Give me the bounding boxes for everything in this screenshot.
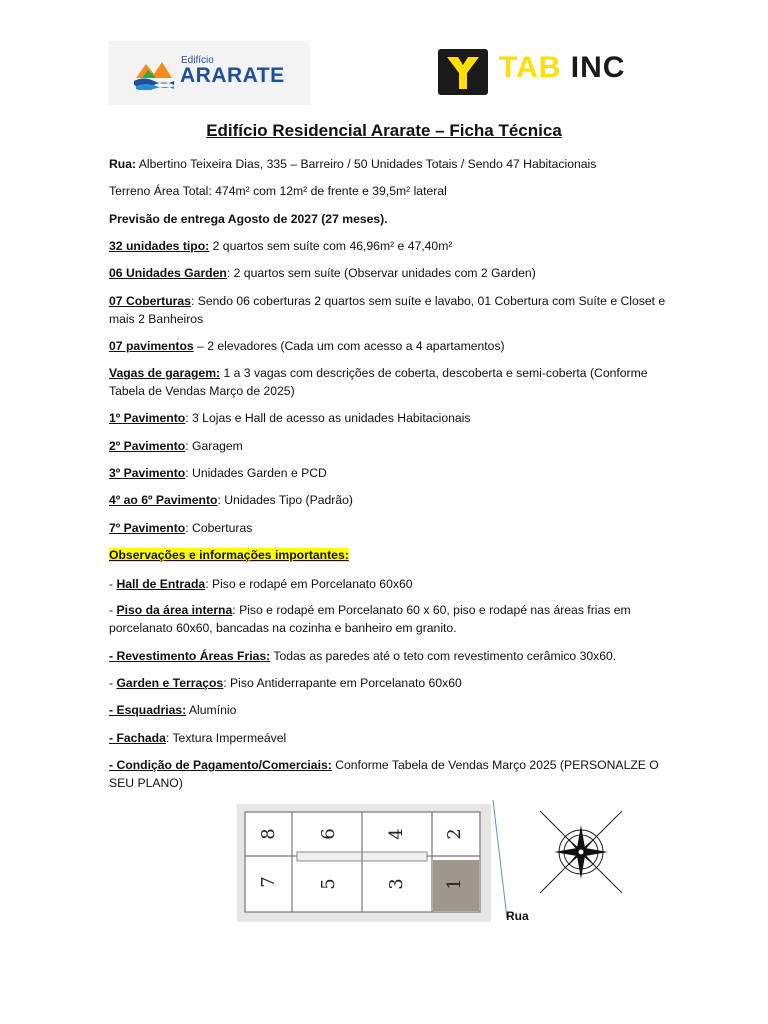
info-line-floor-2: [109, 437, 669, 455]
info-line-penthouses: [109, 292, 669, 328]
line-text: – 2 elevadores (Cada um com acesso a 4 apartamentos): [193, 339, 505, 353]
line-text: : Unidades Garden e PCD: [185, 466, 327, 480]
line-text: 2 quartos sem suíte com 46,96m² e 47,40m²: [209, 239, 453, 253]
line-text: : Textura Impermeável: [165, 731, 287, 745]
ararate-logo: [109, 41, 310, 105]
info-line-street: [109, 155, 669, 173]
info-line-floor-7: [109, 519, 669, 537]
street-line: [490, 800, 512, 920]
line-label: Vagas de garagem:: [109, 366, 221, 380]
line-label: - Condição de Pagamento/Comerciais:: [109, 758, 332, 772]
line-label: - Esquadrias:: [109, 703, 187, 717]
line-text: Alumínio: [186, 703, 237, 717]
document-title: Edifício Residencial Ararate – Ficha Técnica: [206, 121, 562, 140]
info-line-land-area: [109, 182, 669, 200]
logo-subtitle: Edifício: [181, 55, 214, 66]
building-landscape-icon: [134, 56, 174, 90]
line-label: 1º Pavimento: [109, 411, 186, 425]
info-line-floor-1: [109, 409, 669, 427]
line-label: Piso da área interna: [116, 603, 233, 617]
info-line-garden-terraces: - Garden e Terraços: Piso Antiderrapante em Porcelanato 60x60: [109, 676, 462, 690]
line-label: Hall de Entrada: [116, 577, 206, 591]
line-text: Previsão de entrega Agosto de 2027 (27 meses).: [109, 212, 388, 226]
info-line-parking: [109, 364, 669, 400]
logo-brand: TAB: [499, 51, 562, 84]
unit-2-label: 2: [444, 828, 465, 840]
line-label: 06 Unidades Garden: [109, 266, 227, 280]
line-text: : 3 Lojas e Hall de acesso as unidades Habitacionais: [185, 411, 471, 425]
line-label: 2º Pavimento: [109, 439, 186, 453]
line-text: Terreno Área Total: 474m² com 12m² de frente e 39,5m² lateral: [109, 184, 447, 198]
compass-rose-icon: [532, 803, 630, 901]
info-line-payment: [109, 756, 669, 792]
info-line-type-units: [109, 237, 669, 255]
info-line-wet-areas: [109, 647, 669, 665]
floor-plan: [237, 804, 491, 922]
line-text: : Piso e rodapé em Porcelanato 60x60: [205, 577, 413, 591]
line-label: Observações e informações importantes:: [109, 548, 349, 562]
line-text: : Sendo 06 coberturas 2 quartos sem suíte e lavabo, 01 Cobertura com Suíte e Closet e mais 2 Banheiros: [109, 294, 666, 326]
line-label: 32 unidades tipo:: [109, 239, 210, 253]
line-label: 07 pavimentos: [109, 339, 194, 353]
info-line-delivery: [109, 210, 669, 228]
line-label: - Revestimento Áreas Frias:: [109, 649, 271, 663]
info-line-floor-4-6: [109, 491, 669, 509]
info-line-garden-units: [109, 264, 669, 282]
line-label: - Fachada: [109, 731, 166, 745]
street-label: Rua: [506, 909, 529, 923]
line-label: 3º Pavimento: [109, 466, 186, 480]
unit-1-label: 1: [444, 878, 465, 890]
line-text: : Piso Antiderrapante em Porcelanato 60x60: [223, 676, 462, 690]
unit-5-label: 5: [318, 878, 339, 890]
unit-4-label: 4: [386, 828, 407, 840]
line-label: Rua:: [109, 157, 137, 171]
line-text: : Piso e rodapé em Porcelanato 60 x 60, piso e rodapé nas áreas frias em porcelanato 60x60, bancadas na cozinha e banheiro em granito.: [109, 603, 631, 635]
line-label: 4º ao 6º Pavimento: [109, 493, 218, 507]
info-line-hall: - Hall de Entrada: Piso e rodapé em Porcelanato 60x60: [109, 577, 413, 591]
info-line-facade: [109, 729, 669, 747]
line-text: Albertino Teixeira Dias, 335 – Barreiro / 50 Unidades Totais / Sendo 47 Habitacionais: [136, 157, 597, 171]
tabinc-logo: [438, 49, 626, 98]
observations-heading: [109, 546, 669, 564]
line-label: 07 Coberturas: [109, 294, 191, 308]
line-text: : Garagem: [185, 439, 243, 453]
info-line-floors: [109, 337, 669, 355]
line-text: Todas as paredes até o teto com revestimento cerâmico 30x60.: [270, 649, 617, 663]
info-line-floor-3: [109, 464, 669, 482]
line-label: Garden e Terraços: [116, 676, 224, 690]
line-text: : Unidades Tipo (Padrão): [217, 493, 353, 507]
unit-8-label: 8: [258, 828, 279, 840]
line-text: Conforme Tabela de Vendas Março 2025 (PERSONALZE O SEU PLANO): [109, 758, 659, 790]
line-text: 1 a 3 vagas com descrições de coberta, descoberta e semi-coberta (Conforme Tabela de Vendas Março de 2025): [109, 366, 648, 398]
line-text: : Coberturas: [185, 521, 253, 535]
logo-suffix: INC: [570, 51, 626, 84]
unit-7-label: 7: [258, 876, 279, 888]
tabinc-mark-icon: [438, 49, 488, 95]
line-text: : 2 quartos sem suíte (Observar unidades com 2 Garden): [226, 266, 536, 280]
unit-6-label: 6: [318, 828, 339, 840]
line-label: 7º Pavimento: [109, 521, 186, 535]
info-line-frames: [109, 701, 669, 719]
unit-3-label: 3: [386, 878, 407, 890]
logo-title: ARARATE: [180, 64, 285, 87]
info-line-internal-floor: - Piso da área interna: Piso e rodapé em Porcelanato 60 x 60, piso e rodapé nas áreas frias em porcelanato 60x60, bancadas na cozinha e banheiro em granito.: [109, 603, 631, 635]
